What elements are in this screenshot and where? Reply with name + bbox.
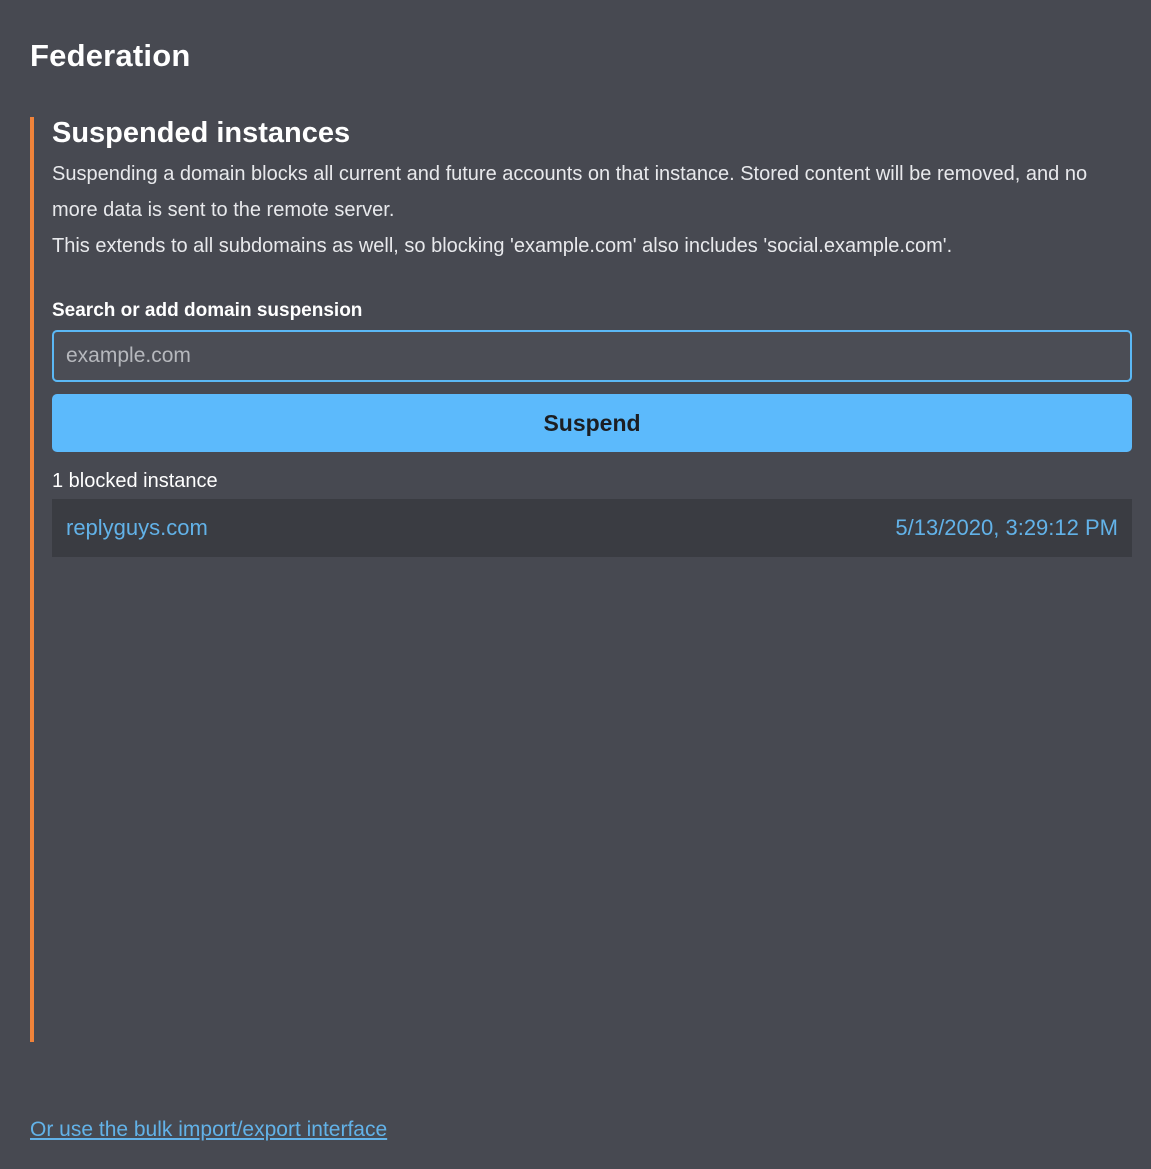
instance-domain[interactable]: replyguys.com bbox=[66, 515, 208, 540]
search-domain-input[interactable] bbox=[52, 330, 1132, 382]
bulk-import-export-link[interactable]: Or use the bulk import/export interface bbox=[30, 1118, 388, 1141]
section-description-1: Suspending a domain blocks all current and future accounts on that instance. Stored content will be removed, and no more data is sent to the remote server. bbox=[52, 163, 1088, 221]
blocked-count-label: 1 blocked instance bbox=[52, 470, 218, 492]
page-title: Federation bbox=[30, 38, 191, 73]
section-title: Suspended instances bbox=[52, 117, 351, 149]
table-row[interactable] bbox=[52, 499, 1132, 557]
suspend-button[interactable]: Suspend bbox=[52, 394, 1132, 452]
search-field-label: Search or add domain suspension bbox=[52, 300, 363, 321]
instance-date: 5/13/2020, 3:29:12 PM bbox=[895, 515, 1118, 540]
section-description-2: This extends to all subdomains as well, so blocking 'example.com' also includes 'social.example.com'. bbox=[52, 235, 953, 257]
section-accent-bar bbox=[30, 117, 34, 1042]
suspended-instances-section bbox=[30, 117, 1151, 1042]
